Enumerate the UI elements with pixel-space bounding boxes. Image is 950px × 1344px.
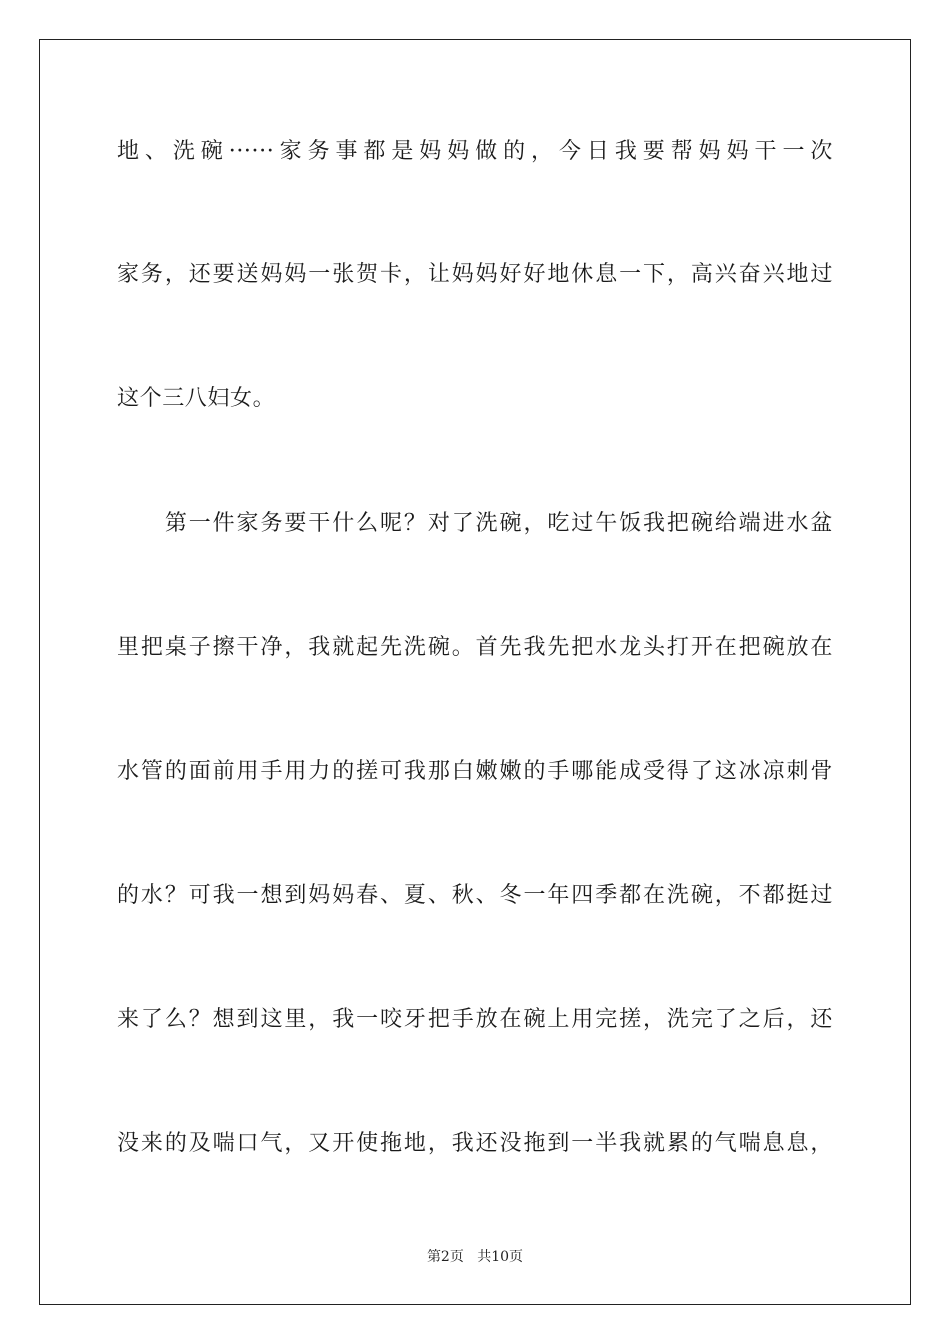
text-line-7: 的水？可我一想到妈妈春、夏、秋、冬一年四季都在洗碗，不都挺过 bbox=[117, 883, 833, 908]
text-line-5: 里把桌子擦干净，我就起先洗碗。首先我先把水龙头打开在把碗放在 bbox=[117, 635, 833, 660]
page-number-total: 共10页 bbox=[477, 1249, 524, 1265]
page-number-current: 第2页 bbox=[426, 1249, 464, 1265]
text-line-9: 没来的及喘口气，又开使拖地，我还没拖到一半我就累的气喘息息， bbox=[117, 1131, 833, 1156]
text-line-4: 第一件家务要干什么呢？对了洗碗，吃过午饭我把碗给端进水盆 bbox=[117, 511, 833, 536]
footer-spacer bbox=[464, 1249, 477, 1265]
text-line-6: 水管的面前用手用力的搓可我那白嫩嫩的手哪能成受得了这冰凉刺骨 bbox=[117, 759, 833, 784]
text-line-3: 这个三八妇女。 bbox=[117, 386, 276, 411]
text-line-8: 来了么？想到这里，我一咬牙把手放在碗上用完搓，洗完了之后，还 bbox=[117, 1007, 833, 1032]
page-border bbox=[39, 39, 911, 1305]
text-line-1: 地、洗碗······家务事都是妈妈做的，今日我要帮妈妈干一次 bbox=[117, 139, 833, 164]
text-line-2: 家务，还要送妈妈一张贺卡，让妈妈好好地休息一下，高兴奋兴地过 bbox=[117, 262, 833, 287]
page-footer bbox=[0, 1248, 950, 1266]
